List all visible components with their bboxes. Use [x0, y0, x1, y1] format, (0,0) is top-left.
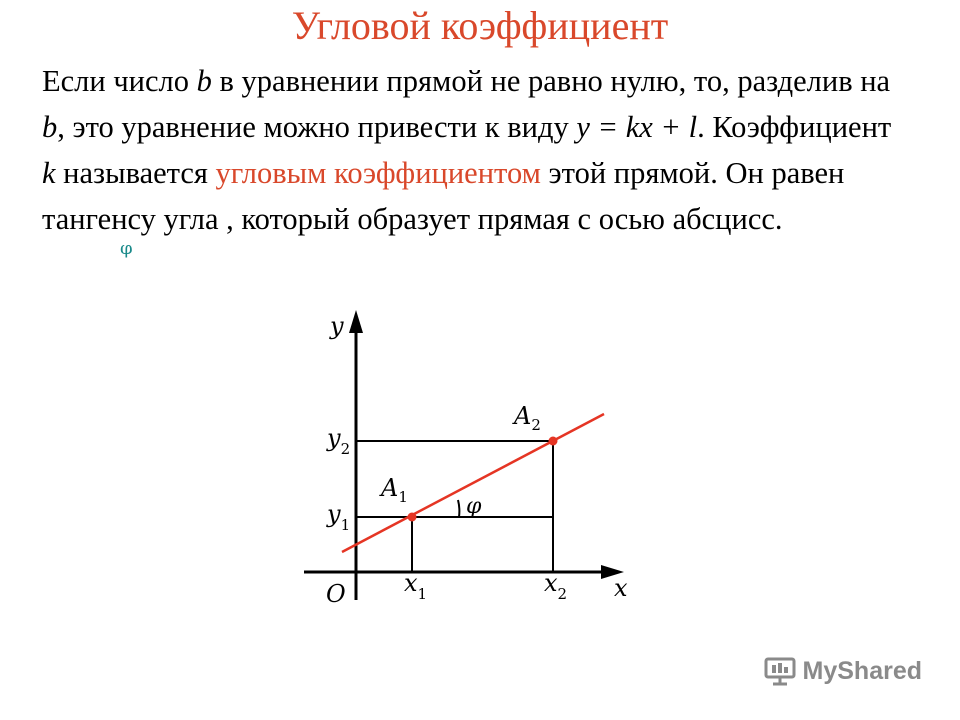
var-b: b [42, 110, 58, 144]
text-run: в уравнении прямой не равно нулю, то, разделив на [211, 64, 891, 98]
a1-label: $A_1$ [381, 474, 408, 506]
text-run: Если число [42, 64, 197, 98]
text-run: , это уравнение можно привести к виду [57, 110, 577, 144]
watermark [763, 656, 922, 686]
var-k: k [42, 156, 56, 190]
origin-label: O [326, 580, 346, 608]
text-run: называется [55, 156, 216, 190]
slope-diagram [290, 300, 660, 620]
angle-arc [458, 500, 459, 517]
highlighted-term: угловым коэффициентом [215, 156, 541, 190]
y-axis-label: y [330, 312, 344, 340]
y-axis-arrow [349, 310, 363, 333]
x2-label: $x_2$ [544, 569, 568, 603]
point-a2 [549, 437, 558, 446]
text-run: . Коэффициент [697, 110, 892, 144]
a2-label: $A_2$ [514, 402, 541, 434]
presentation-icon [763, 656, 797, 686]
slide-title: Угловой коэффициент [291, 3, 669, 48]
watermark-text: MyShared [802, 656, 922, 685]
x-axis-label: x [614, 574, 628, 602]
inline-phi-symbol: φ [120, 238, 133, 259]
point-a1 [408, 513, 417, 522]
y1-label: $y_1$ [327, 500, 351, 534]
line-equation: y = kx + l [576, 110, 698, 144]
angle-label: φ [466, 494, 482, 519]
y2-label: $y_2$ [327, 424, 351, 458]
definition-paragraph [42, 58, 912, 242]
var-b: b [196, 64, 212, 98]
text-run: этой прямой. Он равен тангенсу угла , который образует прямая с осью абсцисс. [42, 156, 845, 236]
x1-label: $x_1$ [404, 569, 428, 603]
